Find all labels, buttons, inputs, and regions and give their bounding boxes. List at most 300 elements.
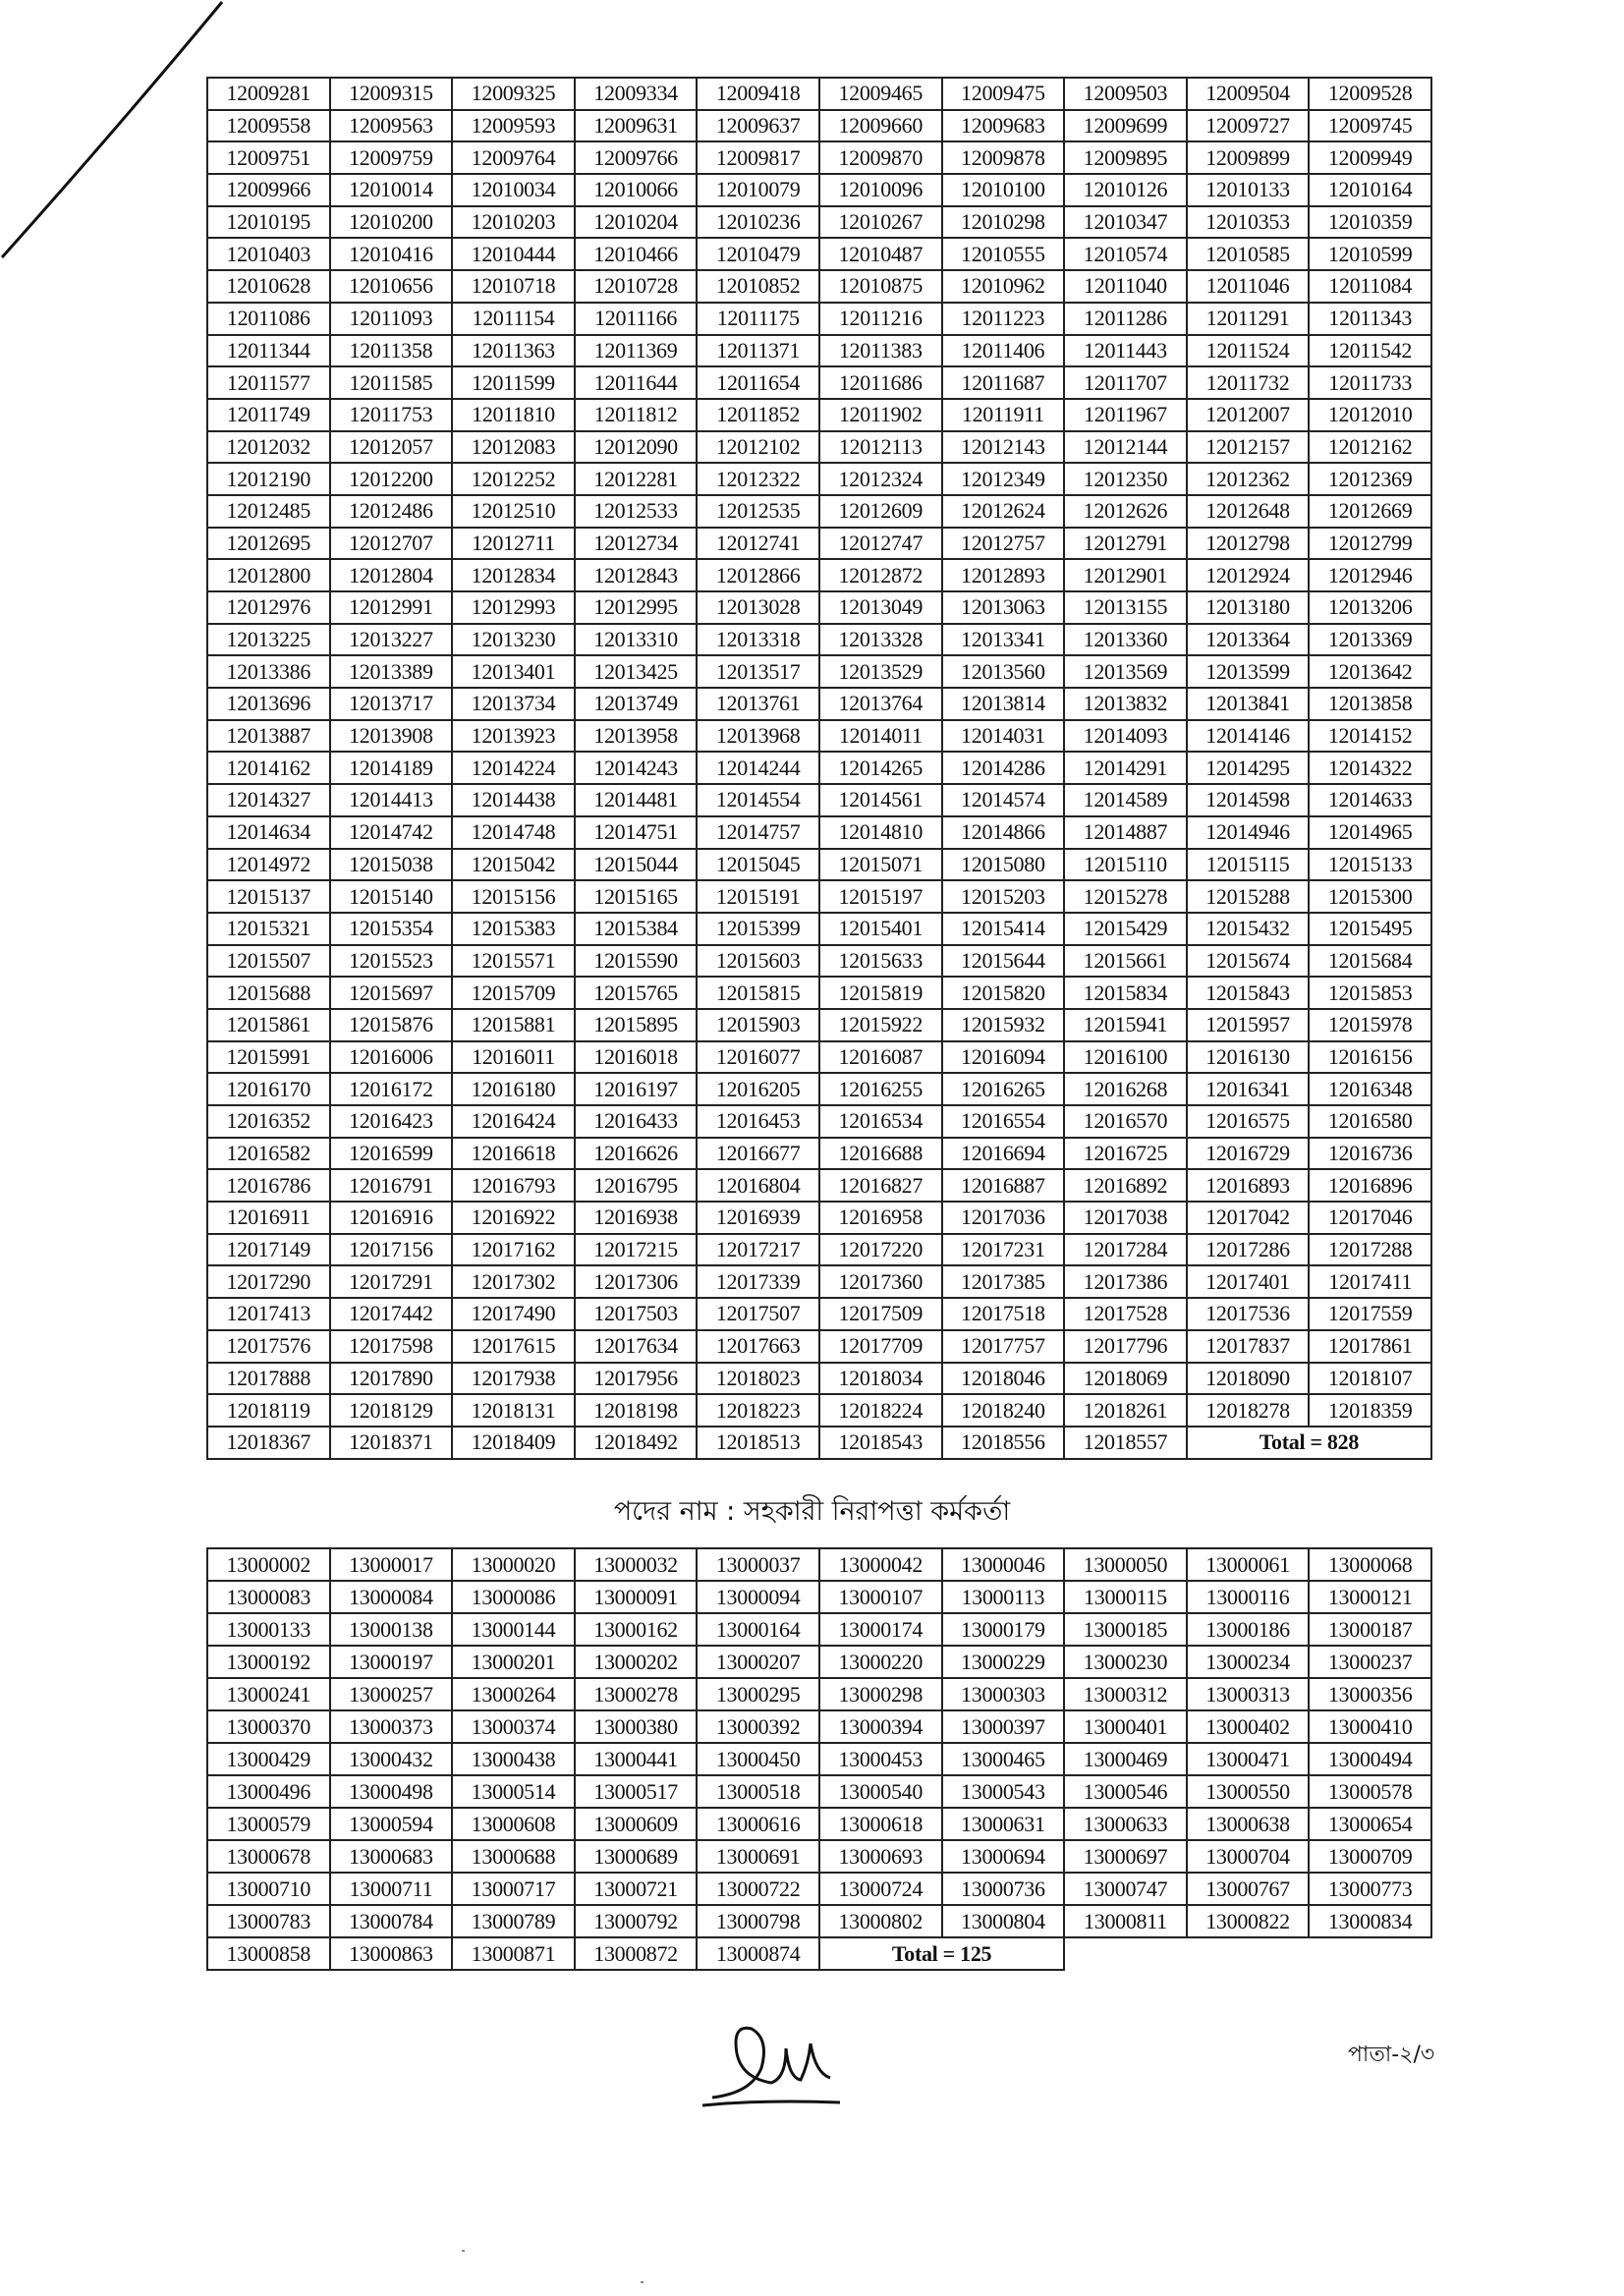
roll-number-cell: 12017888 bbox=[207, 1363, 330, 1395]
roll-number-cell: 12017149 bbox=[207, 1234, 330, 1266]
roll-number-cell: 12012609 bbox=[819, 495, 942, 528]
roll-number-cell: 12016130 bbox=[1187, 1041, 1310, 1074]
roll-number-cell: 12018543 bbox=[819, 1427, 942, 1459]
roll-number-cell: 12017503 bbox=[575, 1298, 698, 1330]
roll-number-cell: 12014244 bbox=[697, 752, 819, 784]
roll-number-cell: 12018492 bbox=[575, 1427, 698, 1459]
roll-number-cell: 12014634 bbox=[207, 816, 330, 849]
roll-number-cell: 12011291 bbox=[1187, 303, 1310, 335]
roll-number-cell: 12013155 bbox=[1064, 591, 1187, 624]
roll-number-cell: 12018223 bbox=[697, 1394, 819, 1427]
roll-number-cell: 12013958 bbox=[575, 720, 698, 753]
roll-number-cell: 12014011 bbox=[819, 720, 942, 753]
roll-number-cell: 12011654 bbox=[697, 366, 819, 399]
roll-number-cell: 13000402 bbox=[1187, 1710, 1310, 1743]
roll-number-cell: 12012798 bbox=[1187, 528, 1310, 560]
roll-number-cell: 12015044 bbox=[575, 849, 698, 881]
roll-number-cell: 12015140 bbox=[330, 880, 453, 913]
roll-number-cell: 12010126 bbox=[1064, 174, 1187, 206]
roll-number-cell: 13000792 bbox=[575, 1905, 698, 1937]
roll-number-cell: 12010444 bbox=[452, 238, 575, 270]
roll-number-cell: 12015414 bbox=[942, 913, 1065, 945]
roll-number-cell: 12011599 bbox=[452, 366, 575, 399]
table-row bbox=[207, 335, 1431, 367]
roll-number-cell: 12009683 bbox=[942, 110, 1065, 142]
roll-number-cell: 12017634 bbox=[575, 1330, 698, 1363]
roll-number-cell: 13000616 bbox=[697, 1808, 819, 1840]
roll-number-cell: 12015819 bbox=[819, 977, 942, 1009]
roll-number-cell: 12012991 bbox=[330, 591, 453, 624]
roll-number-cell: 13000689 bbox=[575, 1840, 698, 1873]
roll-number-cell: 12015590 bbox=[575, 945, 698, 978]
roll-number-cell: 13000037 bbox=[697, 1548, 819, 1581]
roll-number-cell: 12012157 bbox=[1187, 431, 1310, 464]
roll-number-cell: 12017663 bbox=[697, 1330, 819, 1363]
roll-number-cell: 12011644 bbox=[575, 366, 698, 399]
roll-number-cell: 12009966 bbox=[207, 174, 330, 206]
roll-number-cell: 12017507 bbox=[697, 1298, 819, 1330]
roll-number-cell: 12015895 bbox=[575, 1009, 698, 1041]
roll-number-cell: 12016736 bbox=[1309, 1138, 1431, 1170]
roll-number-cell: 12009281 bbox=[207, 78, 330, 110]
roll-number-cell: 12012102 bbox=[697, 431, 819, 464]
roll-number-cell: 12013858 bbox=[1309, 688, 1431, 720]
roll-number-cell: 12016618 bbox=[452, 1138, 575, 1170]
roll-number-cell: 12014561 bbox=[819, 784, 942, 816]
roll-number-cell: 12015661 bbox=[1064, 945, 1187, 978]
roll-number-cell: 12018129 bbox=[330, 1394, 453, 1427]
roll-number-cell: 12016424 bbox=[452, 1105, 575, 1138]
roll-number-cell: 12018107 bbox=[1309, 1363, 1431, 1395]
empty-cell bbox=[1064, 1937, 1431, 1970]
roll-number-cell: 12010574 bbox=[1064, 238, 1187, 270]
roll-number-cell: 12016893 bbox=[1187, 1169, 1310, 1202]
roll-number-cell: 13000798 bbox=[697, 1905, 819, 1937]
table-row bbox=[207, 1041, 1431, 1074]
roll-number-cell: 12013206 bbox=[1309, 591, 1431, 624]
roll-number-cell: 12009766 bbox=[575, 141, 698, 174]
roll-number-cell: 12009745 bbox=[1309, 110, 1431, 142]
roll-number-cell: 13000278 bbox=[575, 1678, 698, 1710]
roll-number-cell: 12011175 bbox=[697, 303, 819, 335]
roll-number-cell: 12013369 bbox=[1309, 624, 1431, 656]
roll-number-cell: 12013328 bbox=[819, 624, 942, 656]
roll-number-cell: 12013318 bbox=[697, 624, 819, 656]
roll-number-cell: 12011911 bbox=[942, 399, 1065, 431]
roll-number-cell: 12012711 bbox=[452, 528, 575, 560]
roll-number-cell: 12014481 bbox=[575, 784, 698, 816]
roll-number-cell: 12010466 bbox=[575, 238, 698, 270]
roll-number-cell: 12010200 bbox=[330, 206, 453, 239]
roll-number-cell: 12015045 bbox=[697, 849, 819, 881]
table-row bbox=[207, 655, 1431, 688]
roll-number-cell: 12010599 bbox=[1309, 238, 1431, 270]
table-row bbox=[207, 238, 1431, 270]
roll-number-cell: 12017890 bbox=[330, 1363, 453, 1395]
table-row bbox=[207, 1743, 1431, 1775]
roll-number-cell: 13000230 bbox=[1064, 1646, 1187, 1678]
roll-number-cell: 12015957 bbox=[1187, 1009, 1310, 1041]
roll-number-cell: 13000091 bbox=[575, 1581, 698, 1613]
roll-number-cell: 13000401 bbox=[1064, 1710, 1187, 1743]
roll-number-cell: 12009334 bbox=[575, 78, 698, 110]
roll-number-cell: 12017837 bbox=[1187, 1330, 1310, 1363]
roll-number-cell: 12015133 bbox=[1309, 849, 1431, 881]
roll-number-cell: 12009504 bbox=[1187, 78, 1310, 110]
table-row bbox=[207, 303, 1431, 335]
table-row bbox=[207, 399, 1431, 431]
roll-number-cell: 13000678 bbox=[207, 1840, 330, 1873]
table-row bbox=[207, 977, 1431, 1009]
roll-number-cell: 12010195 bbox=[207, 206, 330, 239]
roll-number-cell: 12011524 bbox=[1187, 335, 1310, 367]
roll-number-cell: 12010359 bbox=[1309, 206, 1431, 239]
roll-number-cell: 13000068 bbox=[1309, 1548, 1431, 1581]
roll-number-cell: 12011344 bbox=[207, 335, 330, 367]
roll-number-cell: 12009418 bbox=[697, 78, 819, 110]
roll-number-cell: 12012113 bbox=[819, 431, 942, 464]
roll-number-cell: 12012866 bbox=[697, 559, 819, 591]
roll-number-cell: 13000192 bbox=[207, 1646, 330, 1678]
roll-number-cell: 13000822 bbox=[1187, 1905, 1310, 1937]
roll-number-cell: 12013560 bbox=[942, 655, 1065, 688]
roll-number-cell: 12015354 bbox=[330, 913, 453, 945]
roll-number-cell: 13000710 bbox=[207, 1873, 330, 1905]
roll-number-cell: 12012349 bbox=[942, 463, 1065, 495]
roll-number-cell: 13000201 bbox=[452, 1646, 575, 1678]
roll-number-cell: 12012010 bbox=[1309, 399, 1431, 431]
total-count: Total = 828 bbox=[1187, 1427, 1431, 1459]
roll-number-cell: 12014286 bbox=[942, 752, 1065, 784]
table-row bbox=[207, 849, 1431, 881]
roll-number-cell: 13000514 bbox=[452, 1775, 575, 1808]
table-row bbox=[207, 720, 1431, 753]
roll-number-cell: 12010203 bbox=[452, 206, 575, 239]
roll-number-cell: 13000724 bbox=[819, 1873, 942, 1905]
roll-number-cell: 13000207 bbox=[697, 1646, 819, 1678]
roll-number-cell: 12010416 bbox=[330, 238, 453, 270]
roll-number-cell: 12015603 bbox=[697, 945, 819, 978]
roll-number-cell: 12014265 bbox=[819, 752, 942, 784]
roll-number-cell: 12014152 bbox=[1309, 720, 1431, 753]
roll-number-cell: 13000543 bbox=[942, 1775, 1065, 1808]
roll-number-cell: 12010066 bbox=[575, 174, 698, 206]
roll-number-cell: 12010267 bbox=[819, 206, 942, 239]
roll-number-cell: 12013968 bbox=[697, 720, 819, 753]
table-row bbox=[207, 1234, 1431, 1266]
roll-number-cell: 12012143 bbox=[942, 431, 1065, 464]
roll-number-cell: 12014598 bbox=[1187, 784, 1310, 816]
roll-number-cell: 13000303 bbox=[942, 1678, 1065, 1710]
roll-number-cell: 12011733 bbox=[1309, 366, 1431, 399]
roll-number-cell: 12015321 bbox=[207, 913, 330, 945]
roll-number-cell: 12013401 bbox=[452, 655, 575, 688]
roll-number-cell: 12013814 bbox=[942, 688, 1065, 720]
roll-number-cell: 12015110 bbox=[1064, 849, 1187, 881]
roll-number-cell: 12017156 bbox=[330, 1234, 453, 1266]
roll-number-cell: 12014093 bbox=[1064, 720, 1187, 753]
roll-number-cell: 12017490 bbox=[452, 1298, 575, 1330]
roll-number-cell: 12018367 bbox=[207, 1427, 330, 1459]
roll-number-cell: 12016156 bbox=[1309, 1041, 1431, 1074]
roll-number-cell: 12012799 bbox=[1309, 528, 1431, 560]
roll-number-cell: 12010079 bbox=[697, 174, 819, 206]
roll-number-cell: 12011046 bbox=[1187, 270, 1310, 303]
roll-number-cell: 12013049 bbox=[819, 591, 942, 624]
roll-number-cell: 12012924 bbox=[1187, 559, 1310, 591]
roll-number-cell: 12018371 bbox=[330, 1427, 453, 1459]
roll-number-cell: 12017509 bbox=[819, 1298, 942, 1330]
roll-number-cell: 12013230 bbox=[452, 624, 575, 656]
table-row bbox=[207, 913, 1431, 945]
roll-number-cell: 12012007 bbox=[1187, 399, 1310, 431]
roll-number-cell: 12015042 bbox=[452, 849, 575, 881]
roll-number-cell: 13000042 bbox=[819, 1548, 942, 1581]
scan-speck bbox=[462, 2250, 465, 2252]
roll-number-cell: 12012976 bbox=[207, 591, 330, 624]
roll-number-cell: 13000693 bbox=[819, 1840, 942, 1873]
roll-number-cell: 12016534 bbox=[819, 1105, 942, 1138]
table-row bbox=[207, 1775, 1431, 1808]
roll-number-cell: 12014413 bbox=[330, 784, 453, 816]
roll-number-cell: 12014748 bbox=[452, 816, 575, 849]
roll-number-cell: 12011154 bbox=[452, 303, 575, 335]
roll-number-cell: 12018557 bbox=[1064, 1427, 1187, 1459]
roll-number-cell: 13000594 bbox=[330, 1808, 453, 1840]
roll-number-cell: 12011084 bbox=[1309, 270, 1431, 303]
roll-number-cell: 12010852 bbox=[697, 270, 819, 303]
roll-number-cell: 12018278 bbox=[1187, 1394, 1310, 1427]
roll-number-cell: 12012901 bbox=[1064, 559, 1187, 591]
roll-number-cell: 12012804 bbox=[330, 559, 453, 591]
roll-number-cell: 12009949 bbox=[1309, 141, 1431, 174]
roll-number-cell: 13000115 bbox=[1064, 1581, 1187, 1613]
roll-number-cell: 12011577 bbox=[207, 366, 330, 399]
roll-number-cell: 12014554 bbox=[697, 784, 819, 816]
table-row bbox=[207, 366, 1431, 399]
roll-number-cell: 12014633 bbox=[1309, 784, 1431, 816]
roll-number-cell: 12016100 bbox=[1064, 1041, 1187, 1074]
roll-number-cell: 12017598 bbox=[330, 1330, 453, 1363]
roll-number-cell: 12016694 bbox=[942, 1138, 1065, 1170]
roll-number-cell: 12017861 bbox=[1309, 1330, 1431, 1363]
roll-number-cell: 13000608 bbox=[452, 1808, 575, 1840]
roll-number-cell: 12010014 bbox=[330, 174, 453, 206]
roll-number-cell: 13000722 bbox=[697, 1873, 819, 1905]
table-row bbox=[207, 463, 1431, 495]
roll-number-cell: 12011343 bbox=[1309, 303, 1431, 335]
roll-number-cell: 12015881 bbox=[452, 1009, 575, 1041]
table-row bbox=[207, 1808, 1431, 1840]
roll-number-cell: 12018090 bbox=[1187, 1363, 1310, 1395]
roll-number-cell: 13000094 bbox=[697, 1581, 819, 1613]
roll-number-cell: 12018046 bbox=[942, 1363, 1065, 1395]
roll-number-cell: 12016626 bbox=[575, 1138, 698, 1170]
roll-number-cell: 12014866 bbox=[942, 816, 1065, 849]
roll-number-cell: 12015820 bbox=[942, 977, 1065, 1009]
table-row bbox=[207, 752, 1431, 784]
roll-number-cell: 13000197 bbox=[330, 1646, 453, 1678]
roll-number-cell: 13000697 bbox=[1064, 1840, 1187, 1873]
roll-number-cell: 12016688 bbox=[819, 1138, 942, 1170]
roll-number-cell: 12011753 bbox=[330, 399, 453, 431]
table-row bbox=[207, 1905, 1431, 1937]
table-row bbox=[207, 1073, 1431, 1105]
roll-number-cell: 12017215 bbox=[575, 1234, 698, 1266]
roll-number-cell: 12009593 bbox=[452, 110, 575, 142]
roll-number-cell: 12017518 bbox=[942, 1298, 1065, 1330]
roll-number-cell: 12015429 bbox=[1064, 913, 1187, 945]
roll-number-cell: 12011383 bbox=[819, 335, 942, 367]
roll-number-cell: 12017528 bbox=[1064, 1298, 1187, 1330]
roll-number-cell: 13000874 bbox=[697, 1937, 819, 1970]
roll-number-cell: 12016554 bbox=[942, 1105, 1065, 1138]
roll-number-cell: 12017576 bbox=[207, 1330, 330, 1363]
roll-number-cell: 13000709 bbox=[1309, 1840, 1431, 1873]
table-row bbox=[207, 174, 1431, 206]
roll-number-cell: 13000086 bbox=[452, 1581, 575, 1613]
roll-number-cell: 13000631 bbox=[942, 1808, 1065, 1840]
roll-number-cell: 12010236 bbox=[697, 206, 819, 239]
roll-number-cell: 13000767 bbox=[1187, 1873, 1310, 1905]
roll-number-cell: 12009475 bbox=[942, 78, 1065, 110]
roll-number-cell: 12012350 bbox=[1064, 463, 1187, 495]
roll-number-cell: 12018224 bbox=[819, 1394, 942, 1427]
roll-number-cell: 12013569 bbox=[1064, 655, 1187, 688]
roll-number-cell: 12018198 bbox=[575, 1394, 698, 1427]
roll-number-cell: 12013341 bbox=[942, 624, 1065, 656]
roll-number-cell: 13000373 bbox=[330, 1710, 453, 1743]
roll-number-cell: 12017386 bbox=[1064, 1265, 1187, 1298]
total-count: Total = 125 bbox=[819, 1937, 1064, 1970]
roll-number-cell: 12017956 bbox=[575, 1363, 698, 1395]
roll-number-cell: 13000871 bbox=[452, 1937, 575, 1970]
roll-number-cell: 13000061 bbox=[1187, 1548, 1310, 1581]
roll-number-cell: 12011967 bbox=[1064, 399, 1187, 431]
roll-number-cell: 12014224 bbox=[452, 752, 575, 784]
roll-number-cell: 12016170 bbox=[207, 1073, 330, 1105]
table-row bbox=[207, 528, 1431, 560]
roll-number-cell: 12012734 bbox=[575, 528, 698, 560]
roll-number-cell: 12013642 bbox=[1309, 655, 1431, 688]
roll-number-cell: 12016341 bbox=[1187, 1073, 1310, 1105]
roll-number-cell: 13000736 bbox=[942, 1873, 1065, 1905]
roll-number-cell: 12013364 bbox=[1187, 624, 1310, 656]
table-row bbox=[207, 1840, 1431, 1873]
roll-number-cell: 12013360 bbox=[1064, 624, 1187, 656]
roll-number-cell: 12015684 bbox=[1309, 945, 1431, 978]
roll-number-cell: 12016268 bbox=[1064, 1073, 1187, 1105]
table-row bbox=[207, 1363, 1431, 1395]
table-row bbox=[207, 1265, 1431, 1298]
roll-number-cell: 12014327 bbox=[207, 784, 330, 816]
roll-number-cell: 12012893 bbox=[942, 559, 1065, 591]
roll-number-cell: 12014965 bbox=[1309, 816, 1431, 849]
roll-number-cell: 12015137 bbox=[207, 880, 330, 913]
roll-number-cell: 12018119 bbox=[207, 1394, 330, 1427]
table-row bbox=[207, 1937, 1431, 1970]
roll-number-cell: 12015401 bbox=[819, 913, 942, 945]
roll-number-cell: 12013529 bbox=[819, 655, 942, 688]
roll-number-cell: 12009870 bbox=[819, 141, 942, 174]
roll-number-cell: 12017042 bbox=[1187, 1202, 1310, 1234]
roll-number-cell: 12017291 bbox=[330, 1265, 453, 1298]
roll-number-cell: 13000298 bbox=[819, 1678, 942, 1710]
roll-number-cell: 13000264 bbox=[452, 1678, 575, 1710]
roll-number-cell: 13000179 bbox=[942, 1613, 1065, 1646]
roll-number-cell: 12009528 bbox=[1309, 78, 1431, 110]
roll-number-cell: 12012695 bbox=[207, 528, 330, 560]
roll-number-cell: 12015765 bbox=[575, 977, 698, 1009]
roll-number-cell: 12010487 bbox=[819, 238, 942, 270]
roll-number-cell: 12018131 bbox=[452, 1394, 575, 1427]
roll-number-cell: 12010628 bbox=[207, 270, 330, 303]
roll-number-cell: 12014946 bbox=[1187, 816, 1310, 849]
roll-number-cell: 12009631 bbox=[575, 110, 698, 142]
roll-number-cell: 12018261 bbox=[1064, 1394, 1187, 1427]
roll-number-cell: 12012533 bbox=[575, 495, 698, 528]
roll-number-cell: 12016922 bbox=[452, 1202, 575, 1234]
roll-number-cell: 12015709 bbox=[452, 977, 575, 1009]
roll-number-cell: 12014589 bbox=[1064, 784, 1187, 816]
roll-number-cell: 12011369 bbox=[575, 335, 698, 367]
roll-number-cell: 13000017 bbox=[330, 1548, 453, 1581]
roll-number-cell: 12009727 bbox=[1187, 110, 1310, 142]
roll-number-cell: 12015876 bbox=[330, 1009, 453, 1041]
roll-number-cell: 12009637 bbox=[697, 110, 819, 142]
roll-number-cell: 12014757 bbox=[697, 816, 819, 849]
table-row bbox=[207, 688, 1431, 720]
table-row bbox=[207, 1613, 1431, 1646]
roll-number-cell: 12014574 bbox=[942, 784, 1065, 816]
roll-number-cell: 12009895 bbox=[1064, 141, 1187, 174]
roll-number-cell: 12017290 bbox=[207, 1265, 330, 1298]
roll-number-cell: 12012485 bbox=[207, 495, 330, 528]
roll-number-cell: 13000550 bbox=[1187, 1775, 1310, 1808]
roll-number-cell: 12016172 bbox=[330, 1073, 453, 1105]
roll-number-cell: 13000578 bbox=[1309, 1775, 1431, 1808]
roll-number-cell: 12012200 bbox=[330, 463, 453, 495]
roll-number-cell: 12016892 bbox=[1064, 1169, 1187, 1202]
roll-number-cell: 12017536 bbox=[1187, 1298, 1310, 1330]
roll-number-cell: 12009764 bbox=[452, 141, 575, 174]
table-row bbox=[207, 1138, 1431, 1170]
roll-number-cell: 12012252 bbox=[452, 463, 575, 495]
roll-number-cell: 12017302 bbox=[452, 1265, 575, 1298]
roll-number-cell: 12012057 bbox=[330, 431, 453, 464]
roll-number-cell: 13000747 bbox=[1064, 1873, 1187, 1905]
roll-number-cell: 12013832 bbox=[1064, 688, 1187, 720]
roll-number-cell: 13000187 bbox=[1309, 1613, 1431, 1646]
roll-number-cell: 12010164 bbox=[1309, 174, 1431, 206]
roll-number-cell: 12015495 bbox=[1309, 913, 1431, 945]
roll-number-cell: 13000220 bbox=[819, 1646, 942, 1678]
roll-number-cell: 12015571 bbox=[452, 945, 575, 978]
roll-number-cell: 12012362 bbox=[1187, 463, 1310, 495]
roll-number-cell: 12018359 bbox=[1309, 1394, 1431, 1427]
roll-number-cell: 13000465 bbox=[942, 1743, 1065, 1775]
roll-number-cell: 12018069 bbox=[1064, 1363, 1187, 1395]
roll-number-cell: 12016352 bbox=[207, 1105, 330, 1138]
roll-number-cell: 12015115 bbox=[1187, 849, 1310, 881]
roll-number-cell: 13000185 bbox=[1064, 1613, 1187, 1646]
roll-number-cell: 13000374 bbox=[452, 1710, 575, 1743]
roll-number-cell: 12011358 bbox=[330, 335, 453, 367]
roll-number-cell: 13000683 bbox=[330, 1840, 453, 1873]
section-heading: পদের নাম : সহকারী নিরাপত্তা কর্মকর্তা bbox=[613, 1496, 1011, 1527]
roll-number-cell: 13000380 bbox=[575, 1710, 698, 1743]
roll-number-cell: 13000517 bbox=[575, 1775, 698, 1808]
